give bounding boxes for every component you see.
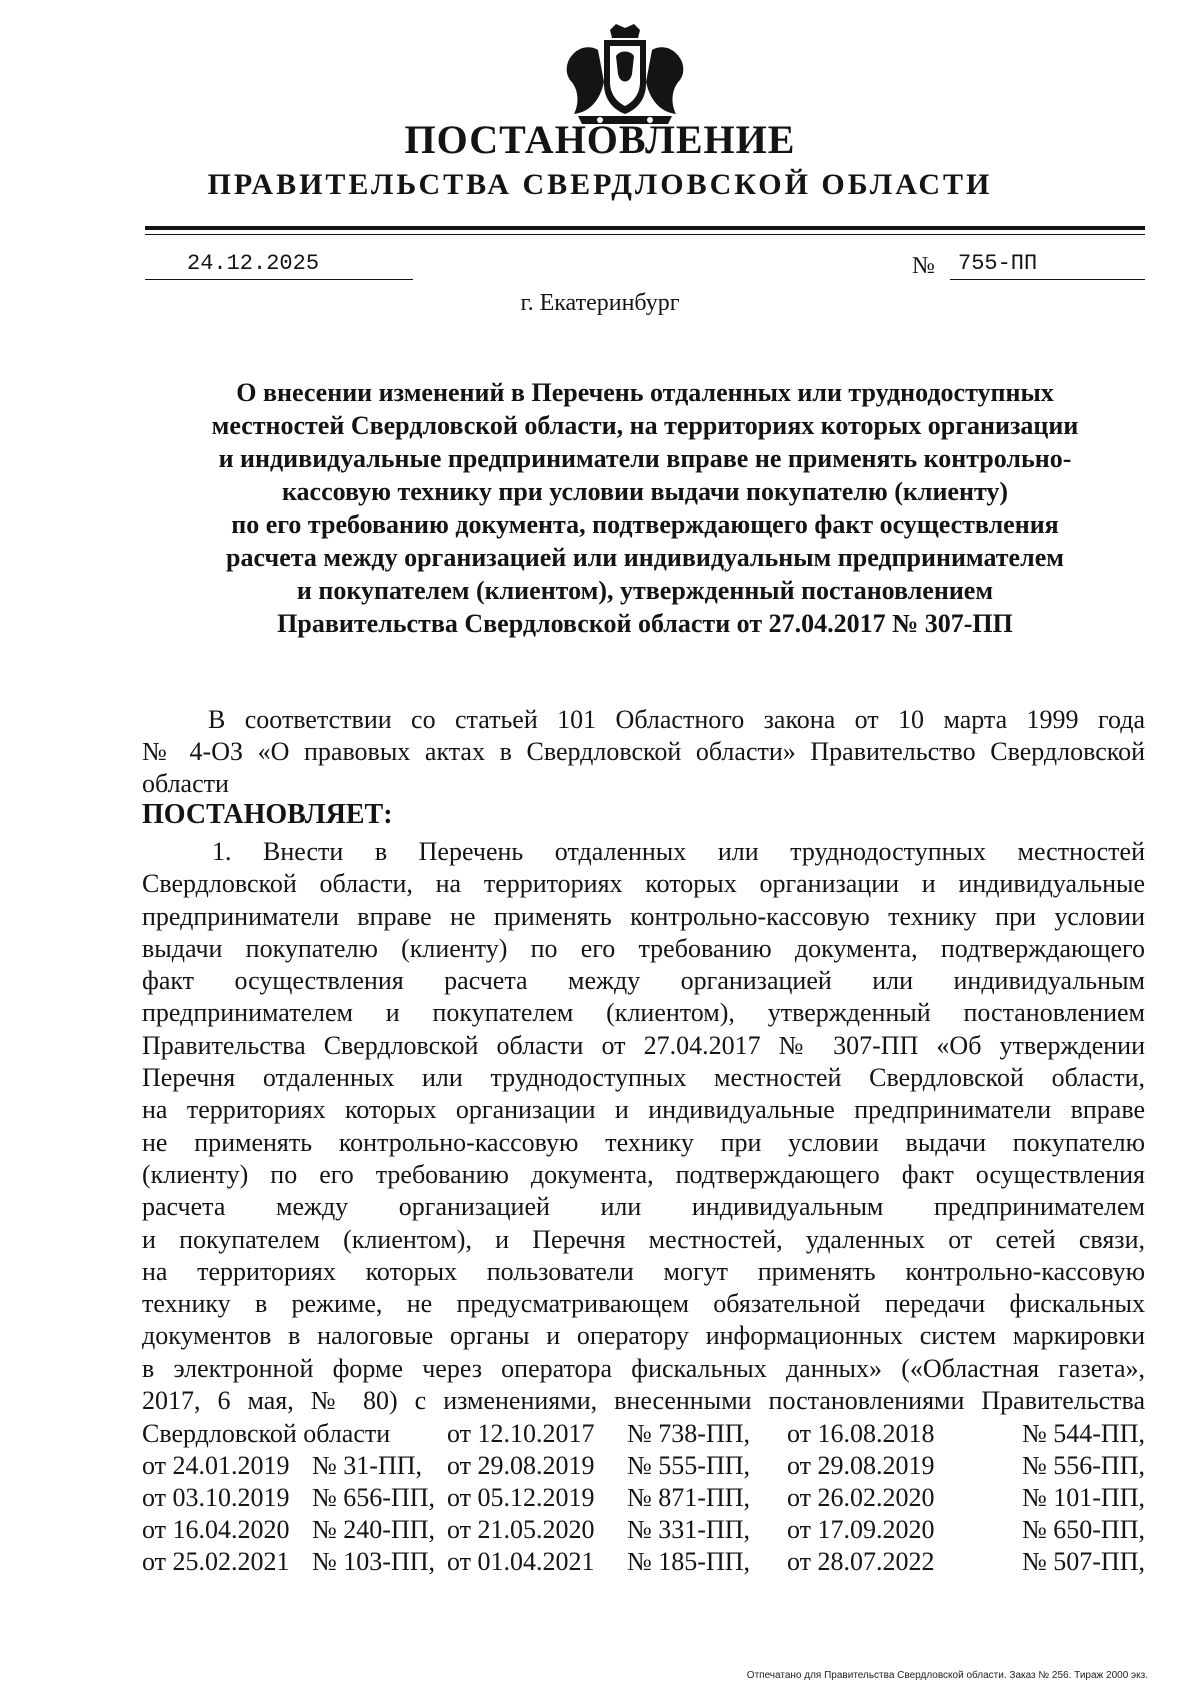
body-line: на территориях которых организации и индивидуальные предприниматели вправе [142,1095,1145,1125]
amendments-row [142,1482,1145,1514]
amendments-row [142,1546,1145,1578]
body-line: технику в режиме, не предусматривающем обязательной передачи фискальных [142,1289,1145,1319]
amendments-row [142,1450,1145,1482]
document-date: 24.12.2025 [145,250,413,280]
amendment-cell: № 650-ПП, [1021,1515,1145,1544]
amendment-cell: от 21.05.2020 [447,1515,595,1544]
body-line: 2017, 6 мая, № 80) с изменениями, внесенными постановлениями Правительства [142,1386,1145,1416]
amendment-cell: № 101-ПП, [1021,1483,1145,1512]
body-line: Правительства Свердловской области от 27.04.2017 № 307-ПП «Об утверждении [142,1030,1145,1060]
number-label: № [912,253,935,279]
body-line: (клиенту) по его требованию документа, подтверждающего факт осуществления [142,1159,1145,1189]
print-footer: Отпечатано для Правительства Свердловской области. Заказ № 256. Тираж 2000 экз. [746,1670,1148,1681]
body-line: предпринимателем и покупателем (клиентом), утвержденный постановлением [142,998,1145,1028]
amendments-row [142,1514,1145,1546]
amendments-list [142,1418,1145,1578]
amendment-cell: № 103-ПП, [312,1547,436,1576]
amendment-cell: № 656-ПП, [312,1483,436,1512]
amendments-row [142,1418,1145,1450]
amendment-cell: от 03.10.2019 [142,1483,290,1512]
document-number: 755-ПП [950,250,1145,280]
amendment-cell: от 26.02.2020 [787,1483,935,1512]
amendment-cell: № 240-ПП, [312,1515,436,1544]
header-rule-thick [145,226,1145,230]
heading-line: кассовую технику при условии выдачи покупателю (клиенту) [281,477,1009,506]
document-city: г. Екатеринбург [520,290,680,316]
body-line: и покупателем (клиентом), и Перечня местностей, удаленных от сетей связи, [142,1224,1145,1254]
body-line: не применять контрольно-кассовую технику при условии выдачи покупателю [142,1127,1145,1157]
body-line: на территориях которых пользователи могут применять контрольно-кассовую [142,1256,1145,1286]
heading-line: Правительства Свердловской области от 27.04.2017 № 307-ПП [277,609,1013,638]
body-line: факт осуществления расчета между организацией или индивидуальным [142,966,1145,996]
body-paragraph [142,836,1145,1417]
heading-line: и индивидуальные предприниматели вправе не применять контрольно- [218,444,1072,473]
amendment-cell: от 24.01.2019 [142,1451,290,1480]
heading-line: местностей Свердловской области, на территориях которых организации [211,411,1079,440]
amendment-cell: от 16.04.2020 [142,1515,290,1544]
preamble-line: № 4-ОЗ «О правовых актах в Свердловской области» Правительство Свердловской [142,737,1145,766]
document-title: ПОСТАНОВЛЕНИЕ [404,117,796,162]
amendment-cell: от 05.12.2019 [447,1483,595,1512]
body-line: Перечня отдаленных или труднодоступных местностей Свердловской области, [142,1063,1145,1093]
amendment-cell: № 556-ПП, [1021,1451,1145,1480]
coat-of-arms-emblem [560,22,690,126]
body-line: предприниматели вправе не применять контрольно-кассовую технику при условии [142,901,1145,931]
amendment-cell: от 16.08.2018 [787,1419,935,1448]
heading-line: и покупателем (клиентом), утвержденный постановлением [296,576,994,605]
amendment-cell: № 738-ПП, [627,1419,751,1448]
preamble-line: В соответствии со статьей 101 Областного закона от 10 марта 1999 года [208,705,1145,734]
body-line: Свердловской области, на территориях которых организации и индивидуальные [142,869,1145,899]
body-line: документов в налоговые органы и оператору информационных систем маркировки [142,1321,1145,1351]
amendment-cell: № 555-ПП, [627,1451,751,1480]
preamble-paragraph [142,704,1145,800]
heading-line: по его требованию документа, подтверждающего факт осуществления [231,510,1059,539]
amendment-cell: от 17.09.2020 [787,1515,935,1544]
amendment-cell: от 01.04.2021 [447,1547,595,1576]
heading-line: О внесении изменений в Перечень отдаленных или труднодоступных [236,378,1054,407]
amendment-cell: Свердловской области [142,1419,391,1448]
amendment-cell: № 544-ПП, [1021,1419,1145,1448]
preamble-line: области [142,769,229,798]
amendment-cell: № 871-ПП, [627,1483,751,1512]
decree-word: ПОСТАНОВЛЯЕТ: [142,799,393,830]
amendment-cell: от 12.10.2017 [447,1419,595,1448]
heading-line: расчета между организацией или индивидуальным предпринимателем [226,543,1064,572]
amendment-cell: от 29.08.2019 [447,1451,595,1480]
amendment-cell: № 31-ПП, [312,1451,423,1480]
amendment-cell: № 507-ПП, [1021,1547,1145,1576]
amendment-cell: от 28.07.2022 [787,1547,935,1576]
header-rule-thin [145,234,1145,235]
document-subtitle: ПРАВИТЕЛЬСТВА СВЕРДЛОВСКОЙ ОБЛАСТИ [207,168,993,201]
body-line: расчета между организацией или индивидуальным предпринимателем [142,1192,1145,1222]
body-line: выдачи покупателю (клиенту) по его требованию документа, подтверждающего [142,933,1145,963]
document-heading [150,376,1140,640]
body-line: 1. Внести в Перечень отдаленных или труднодоступных местностей [212,837,1145,866]
amendment-cell: от 25.02.2021 [142,1547,290,1576]
amendment-cell: от 29.08.2019 [787,1451,935,1480]
amendment-cell: № 331-ПП, [627,1515,751,1544]
amendment-cell: № 185-ПП, [627,1547,751,1576]
body-line: в электронной форме через оператора фискальных данных» («Областная газета», [142,1353,1145,1383]
